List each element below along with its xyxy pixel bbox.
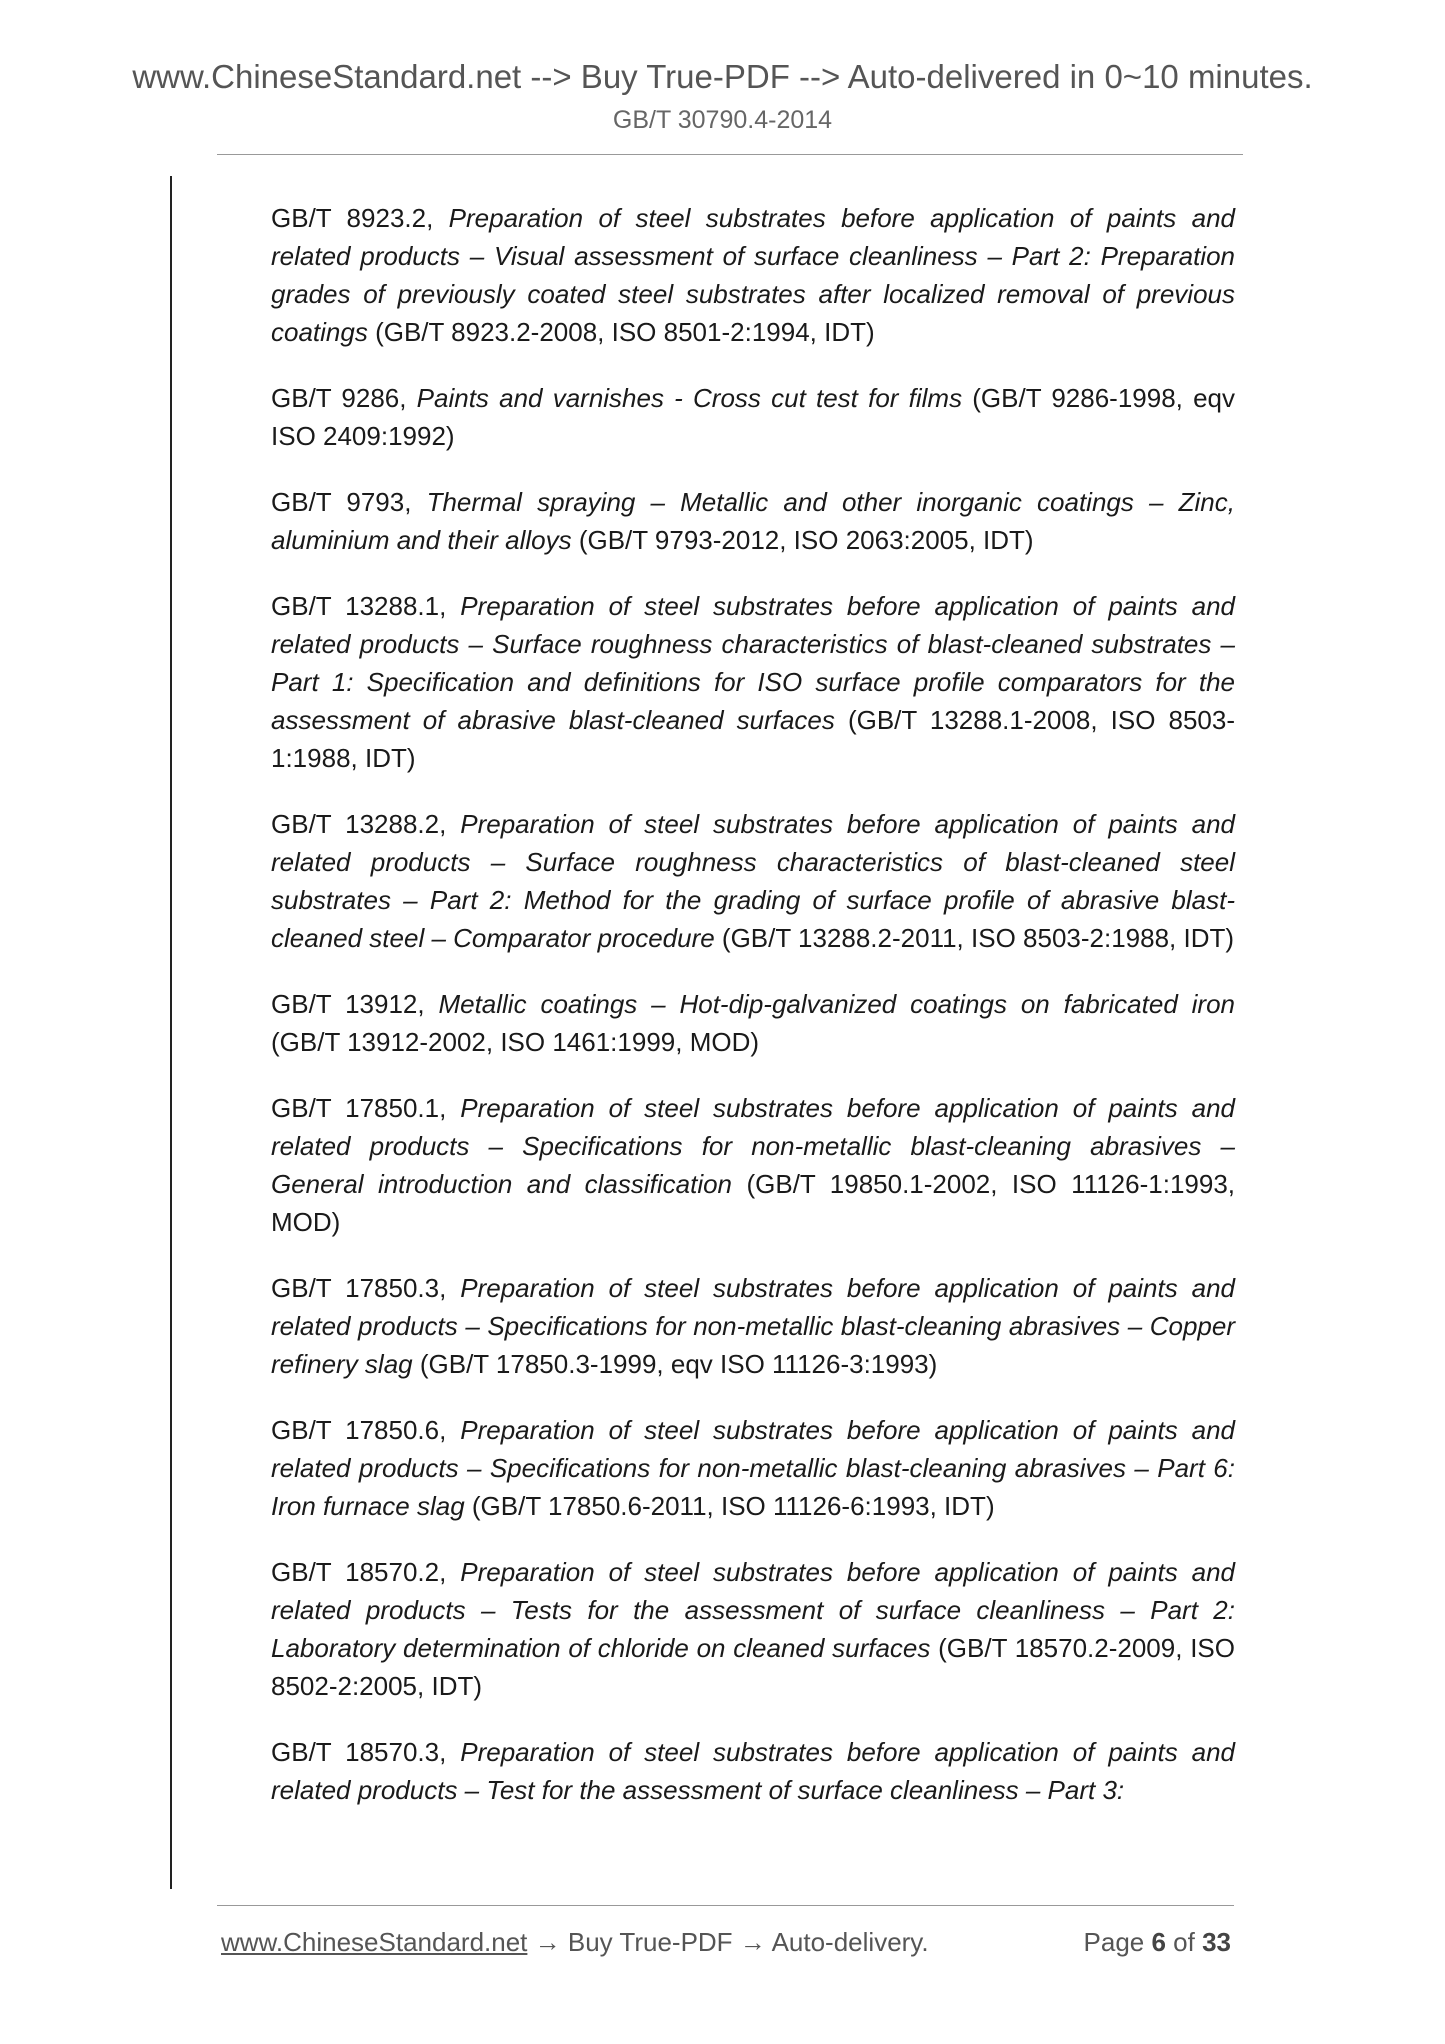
- reference-suffix: (GB/T 13912-2002, ISO 1461:1999, MOD): [271, 1027, 760, 1057]
- reference-title: Metallic coatings – Hot-dip-galvanized coatings on fabricated iron: [438, 989, 1236, 1019]
- reference-entry: [271, 379, 1235, 455]
- reference-code: GB/T 17850.1,: [271, 1093, 461, 1123]
- reference-code: GB/T 8923.2,: [271, 203, 449, 233]
- header-banner[interactable]: www.ChineseStandard.net --> Buy True-PDF --> Auto-delivered in 0~10 minutes.: [132, 58, 1313, 95]
- reference-code: GB/T 17850.3,: [271, 1273, 461, 1303]
- reference-title: Preparation of steel substrates before application of paints and related products – Test for the assessment of surface cleanliness – Part 3:: [271, 1737, 1236, 1805]
- page-label: Page: [1083, 1927, 1152, 1957]
- reference-title: Preparation of steel substrates before application of paints and related products – Specifications for non-metallic blast-cleaning abrasives – General introduction and classification: [271, 1093, 1236, 1199]
- reference-entry: [271, 805, 1235, 957]
- reference-title: Preparation of steel substrates before application of paints and related products – Specifications for non-metallic blast-cleaning abrasives – Part 6: Iron furnace slag: [271, 1415, 1236, 1521]
- reference-code: GB/T 13288.2,: [271, 809, 461, 839]
- reference-entry: [271, 587, 1235, 777]
- reference-title: Preparation of steel substrates before application of paints and related products – Visual assessment of surface cleanliness – Part 2: Preparation grades of previously coated steel substrates after localized removal of previous coatings: [271, 203, 1235, 347]
- page-footer: [221, 1927, 1231, 1958]
- reference-title: Preparation of steel substrates before application of paints and related products – Surface roughness characteristics of blast-cleaned steel substrates – Part 2: Method for the grading of surface profile of abrasive blast-cleaned steel – Comparator procedure: [271, 809, 1236, 953]
- reference-suffix: (GB/T 13288.1-2008, ISO 8503-1:1988, IDT): [271, 705, 1235, 773]
- reference-suffix: (GB/T 9286-1998, eqv ISO 2409:1992): [271, 383, 1236, 451]
- reference-title: Preparation of steel substrates before application of paints and related products – Specifications for non-metallic blast-cleaning abrasives – Copper refinery slag: [271, 1273, 1236, 1379]
- reference-suffix: (GB/T 19850.1-2002, ISO 11126-1:1993, MOD): [271, 1169, 1236, 1237]
- page-current: 6: [1151, 1927, 1166, 1957]
- reference-title: Thermal spraying – Metallic and other inorganic coatings – Zinc, aluminium and their alloys: [271, 487, 1235, 555]
- page-total: 33: [1202, 1927, 1231, 1957]
- reference-title: Preparation of steel substrates before application of paints and related products – Surface roughness characteristics of blast-cleaned substrates – Part 1: Specification and definitions for ISO surface profile comparators for the assessment of abrasive blast-cleaned surfaces: [271, 591, 1236, 735]
- reference-suffix: (GB/T 9793-2012, ISO 2063:2005, IDT): [571, 525, 1034, 555]
- change-bar: [170, 176, 172, 1889]
- footer-divider: [217, 1905, 1234, 1906]
- reference-suffix: (GB/T 18570.2-2009, ISO 8502-2:2005, IDT): [271, 1633, 1235, 1701]
- reference-suffix: (GB/T 17850.6-2011, ISO 11126-6:1993, IDT): [464, 1491, 995, 1521]
- reference-code: GB/T 18570.2,: [271, 1557, 461, 1587]
- standard-number: GB/T 30790.4-2014: [612, 106, 833, 134]
- reference-code: GB/T 9793,: [271, 487, 427, 517]
- reference-entry: [271, 1411, 1235, 1525]
- reference-entry: [271, 1089, 1235, 1241]
- reference-suffix: (GB/T 8923.2-2008, ISO 8501-2:1994, IDT): [367, 317, 875, 347]
- reference-title: Preparation of steel substrates before application of paints and related products – Tests for the assessment of surface cleanliness – Part 2: Laboratory determination of chloride on cleaned surfaces: [271, 1557, 1236, 1663]
- reference-code: GB/T 13288.1,: [271, 591, 461, 621]
- reference-entry: [271, 483, 1235, 559]
- reference-suffix: (GB/T 17850.3-1999, eqv ISO 11126-3:1993): [412, 1349, 938, 1379]
- header-divider: [217, 154, 1243, 155]
- reference-code: GB/T 18570.3,: [271, 1737, 461, 1767]
- reference-entry: [271, 199, 1235, 351]
- reference-entry: [271, 1269, 1235, 1383]
- footer-site-link[interactable]: www.ChineseStandard.net: [221, 1927, 528, 1957]
- reference-entry: [271, 985, 1235, 1061]
- page-indicator: [1084, 1927, 1231, 1958]
- reference-entry: [271, 1553, 1235, 1705]
- reference-title: Paints and varnishes - Cross cut test for films: [416, 383, 963, 413]
- reference-code: GB/T 17850.6,: [271, 1415, 461, 1445]
- normative-references: [271, 199, 1235, 1837]
- page-of: of: [1165, 1927, 1203, 1957]
- reference-suffix: (GB/T 13288.2-2011, ISO 8503-2:1988, IDT): [714, 923, 1235, 953]
- footer-text: → Buy True-PDF → Auto-delivery.: [527, 1927, 929, 1957]
- reference-entry: [271, 1733, 1235, 1809]
- reference-code: GB/T 13912,: [271, 989, 439, 1019]
- reference-code: GB/T 9286,: [271, 383, 417, 413]
